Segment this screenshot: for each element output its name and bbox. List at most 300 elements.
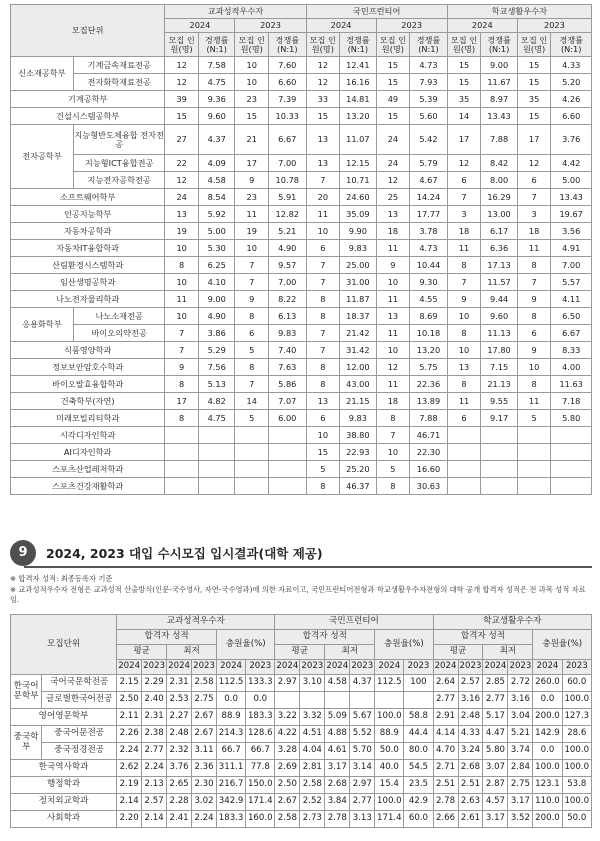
table-row (11, 57, 592, 74)
cell-value: 10 (447, 308, 481, 325)
row-label: 인공지능학부 (11, 206, 165, 223)
cell-value: 3.14 (350, 760, 375, 777)
cell-value: 54.5 (404, 760, 433, 777)
cell-value: 49 (376, 91, 410, 108)
cell-value: 2.30 (192, 777, 217, 794)
cell-value: 9 (235, 172, 269, 189)
cell-value: 214.3 (217, 726, 246, 743)
row-label: 지능전자공학전공 (73, 172, 164, 189)
cell-value: 12.82 (268, 206, 306, 223)
row-label: 행정학과 (11, 777, 117, 794)
cell-value: 28.6 (562, 726, 591, 743)
cell-value (165, 444, 199, 461)
cell-value: 2.63 (458, 794, 483, 811)
year-header: 2024 (306, 19, 376, 33)
cell-value: 2.40 (142, 692, 167, 709)
cell-value: 8 (165, 257, 199, 274)
cell-value: 2.50 (117, 692, 142, 709)
cell-value: 13 (306, 125, 340, 155)
cell-value: 311.1 (217, 760, 246, 777)
cell-value: 5.21 (508, 726, 533, 743)
fill-rate-header: 충원율(%) (217, 630, 275, 660)
cell-value: 19 (235, 223, 269, 240)
cell-value: 10 (306, 427, 340, 444)
row-label: 스포츠건강재활학과 (11, 478, 165, 495)
cell-value: 22.93 (340, 444, 377, 461)
cell-value: 4.37 (350, 675, 375, 692)
row-label: 중국정경전공 (42, 743, 117, 760)
cell-value: 6.25 (198, 257, 235, 274)
cell-value: 17 (235, 155, 269, 172)
year-header: 2024 (433, 660, 458, 675)
cell-value: 200.0 (533, 709, 562, 726)
cell-value: 8.42 (481, 155, 518, 172)
table-row (11, 794, 592, 811)
cell-value (481, 478, 518, 495)
cell-value: 46.37 (340, 478, 377, 495)
cell-value: 2.48 (167, 726, 192, 743)
cell-value: 183.3 (246, 709, 275, 726)
cell-value: 10 (235, 74, 269, 91)
cell-value: 14 (235, 393, 269, 410)
cell-value: 8 (447, 325, 481, 342)
cell-value: 7.56 (198, 359, 235, 376)
cell-value (198, 478, 235, 495)
cell-value: 100.0 (562, 743, 591, 760)
cell-value: 39 (165, 91, 199, 108)
cell-value: 6 (517, 172, 551, 189)
cell-value: 2.31 (142, 709, 167, 726)
cell-value: 7.00 (268, 274, 306, 291)
cell-value: 4.33 (458, 726, 483, 743)
cell-value: 13 (165, 206, 199, 223)
row-label: 지능형반도체융합 전자전공 (73, 125, 164, 155)
min-header: 최저 (325, 645, 375, 660)
cell-value: 22.30 (410, 444, 448, 461)
cell-value (198, 427, 235, 444)
cell-value (235, 444, 269, 461)
row-label: 사회학과 (11, 811, 117, 828)
cell-value: 23 (235, 189, 269, 206)
cell-value: 127.3 (562, 709, 591, 726)
cell-value: 133.3 (246, 675, 275, 692)
cell-value (325, 692, 350, 709)
cell-value (551, 461, 592, 478)
cell-value (447, 444, 481, 461)
cell-value: 13 (376, 206, 410, 223)
cell-value: 2.36 (192, 760, 217, 777)
cell-value: 5.00 (198, 223, 235, 240)
cell-value: 15 (376, 74, 410, 91)
cell-value: 16.60 (410, 461, 448, 478)
cell-value: 2.78 (325, 811, 350, 828)
cell-value: 9.17 (481, 410, 518, 427)
row-label: 소프트웨어학부 (11, 189, 165, 206)
cell-value: 5.70 (350, 743, 375, 760)
cell-value: 2.19 (117, 777, 142, 794)
cell-value (481, 444, 518, 461)
cell-value: 7.18 (551, 393, 592, 410)
cell-value: 13.43 (551, 189, 592, 206)
section-divider (24, 566, 592, 568)
cell-value: 6.36 (481, 240, 518, 257)
cell-value: 3.76 (551, 125, 592, 155)
cell-value: 11 (306, 206, 340, 223)
cell-value: 4.11 (551, 291, 592, 308)
cell-value: 8.54 (198, 189, 235, 206)
cell-value: 58.8 (404, 709, 433, 726)
cell-value (447, 461, 481, 478)
avg-header: 평균 (275, 645, 325, 660)
year-header: 2023 (350, 660, 375, 675)
cell-value: 2.91 (433, 709, 458, 726)
cell-value: 10.78 (268, 172, 306, 189)
cell-value: 8 (447, 376, 481, 393)
cell-value: 2.75 (508, 777, 533, 794)
cell-value: 3.22 (275, 709, 300, 726)
cell-value: 5.79 (410, 155, 448, 172)
cell-value: 2.87 (483, 777, 508, 794)
cell-value: 31.42 (340, 342, 377, 359)
cell-value: 11 (447, 240, 481, 257)
cell-value: 2.38 (142, 726, 167, 743)
cell-value: 3 (517, 206, 551, 223)
cell-value: 2.27 (167, 709, 192, 726)
cell-value: 17 (447, 125, 481, 155)
cell-value: 3.04 (508, 709, 533, 726)
cell-value (300, 692, 325, 709)
unit-header: 모집단위 (11, 5, 165, 57)
cell-value (481, 461, 518, 478)
cell-value: 6 (306, 240, 340, 257)
cell-value: 12 (165, 172, 199, 189)
cell-value: 11 (376, 240, 410, 257)
cell-value: 8 (517, 376, 551, 393)
cell-value: 3.86 (198, 325, 235, 342)
cell-value: 7.00 (268, 155, 306, 172)
cell-value: 6.60 (268, 74, 306, 91)
cell-value: 15 (517, 74, 551, 91)
row-label: 영어영문학부 (11, 709, 117, 726)
cell-value: 24.60 (340, 189, 377, 206)
cell-value: 3.02 (192, 794, 217, 811)
cell-value: 7.07 (268, 393, 306, 410)
table-row (11, 692, 592, 709)
fill-rate-header: 충원율(%) (375, 630, 433, 660)
table-row (11, 206, 592, 223)
cell-value: 2.57 (458, 675, 483, 692)
cell-value (198, 461, 235, 478)
cell-value: 10.33 (268, 108, 306, 125)
cell-value: 2.48 (458, 709, 483, 726)
table-row (11, 257, 592, 274)
cell-value: 2.53 (167, 692, 192, 709)
group-header: 국민프런티어 (275, 615, 433, 630)
cell-value: 2.67 (192, 726, 217, 743)
cell-value: 2.75 (192, 692, 217, 709)
cell-value: 12 (376, 172, 410, 189)
cell-value: 7 (306, 325, 340, 342)
cell-value: 8 (235, 359, 269, 376)
row-label: 바이오의약전공 (73, 325, 164, 342)
cell-value: 112.5 (217, 675, 246, 692)
cell-value: 9.55 (481, 393, 518, 410)
row-label: 나노전자물리학과 (11, 291, 165, 308)
cell-value: 10.18 (410, 325, 448, 342)
cell-value: 100 (404, 675, 433, 692)
cell-value: 3.17 (325, 760, 350, 777)
cell-value: 9.83 (340, 240, 377, 257)
score-header: 합격자 성적 (275, 630, 375, 645)
cell-value: 5.80 (483, 743, 508, 760)
row-label: 자동차공학과 (11, 223, 165, 240)
table-row (11, 478, 592, 495)
cell-value: 342.9 (217, 794, 246, 811)
cell-value: 43.00 (340, 376, 377, 393)
cell-value: 2.58 (275, 811, 300, 828)
cell-value: 16.29 (481, 189, 518, 206)
cell-value: 10 (447, 342, 481, 359)
table-row (11, 777, 592, 794)
cell-value: 2.77 (483, 692, 508, 709)
table-row (11, 359, 592, 376)
cell-value: 24 (376, 155, 410, 172)
cell-value: 5.42 (410, 125, 448, 155)
cell-value: 7 (165, 342, 199, 359)
cell-value: 14 (447, 108, 481, 125)
cell-value (165, 427, 199, 444)
table-row (11, 811, 592, 828)
cell-value: 171.4 (375, 811, 404, 828)
cell-value: 5 (517, 410, 551, 427)
cell-value: 142.9 (533, 726, 562, 743)
cell-value: 7 (376, 427, 410, 444)
cell-value: 60.0 (562, 675, 591, 692)
cell-value: 7 (447, 189, 481, 206)
cell-value: 9.36 (198, 91, 235, 108)
cell-value: 21.13 (481, 376, 518, 393)
avg-header: 평균 (117, 645, 167, 660)
cell-value: 7 (306, 342, 340, 359)
cell-value: 12 (517, 155, 551, 172)
cell-value: 6.67 (551, 325, 592, 342)
cell-value: 2.15 (117, 675, 142, 692)
table-row (11, 155, 592, 172)
table-row (11, 726, 592, 743)
year-header: 2023 (376, 19, 447, 33)
row-label: 글로벌한국어전공 (42, 692, 117, 709)
min-header: 최저 (167, 645, 217, 660)
cell-value: 4.51 (300, 726, 325, 743)
cell-value: 100.0 (375, 709, 404, 726)
cell-value: 23 (235, 91, 269, 108)
table-row (11, 393, 592, 410)
cell-value: 5.92 (198, 206, 235, 223)
table-row (11, 743, 592, 760)
cell-value: 3.32 (300, 709, 325, 726)
cell-value: 24 (165, 189, 199, 206)
table-row (11, 189, 592, 206)
cell-value: 100.0 (562, 760, 591, 777)
cell-value: 9.83 (340, 410, 377, 427)
cell-value: 5.30 (198, 240, 235, 257)
cell-value: 6.60 (551, 108, 592, 125)
cell-value: 2.78 (433, 794, 458, 811)
cell-value: 9 (235, 291, 269, 308)
cell-value (404, 692, 433, 709)
cell-value: 11.57 (481, 274, 518, 291)
min-header: 최저 (483, 645, 533, 660)
cell-value (551, 427, 592, 444)
cell-value (350, 692, 375, 709)
row-label: 한국역사학과 (11, 760, 117, 777)
cell-value: 2.77 (350, 794, 375, 811)
year-header: 2023 (192, 660, 217, 675)
cell-value: 216.7 (217, 777, 246, 794)
cell-value: 12.15 (340, 155, 377, 172)
table-row (11, 325, 592, 342)
cell-value: 5.52 (350, 726, 375, 743)
cell-value: 8.33 (551, 342, 592, 359)
year-header: 2023 (458, 660, 483, 675)
cell-value: 6.17 (481, 223, 518, 240)
cell-value: 11 (517, 393, 551, 410)
cell-value: 2.66 (433, 811, 458, 828)
cell-value: 35.09 (340, 206, 377, 223)
cell-value: 10 (165, 308, 199, 325)
cell-value: 88.9 (217, 709, 246, 726)
cell-value: 17.13 (481, 257, 518, 274)
cell-value: 8.00 (481, 172, 518, 189)
cell-value: 38.80 (340, 427, 377, 444)
cell-value: 53.8 (562, 777, 591, 794)
cell-value: 7.88 (410, 410, 448, 427)
cell-value: 2.71 (433, 760, 458, 777)
row-label: 국어국문학전공 (42, 675, 117, 692)
cell-value: 8 (376, 410, 410, 427)
cell-value: 2.73 (300, 811, 325, 828)
table-row (11, 342, 592, 359)
cell-value: 5 (306, 461, 340, 478)
cell-value: 6 (447, 410, 481, 427)
cell-value (268, 478, 306, 495)
cell-value (517, 478, 551, 495)
year-header: 2024 (325, 660, 350, 675)
cell-value: 260.0 (533, 675, 562, 692)
cell-value: 6 (517, 325, 551, 342)
cell-value: 4.42 (551, 155, 592, 172)
cell-value: 11 (376, 325, 410, 342)
cell-value: 11 (165, 291, 199, 308)
cell-value: 9.60 (198, 108, 235, 125)
cell-value: 66.7 (246, 743, 275, 760)
cell-value: 110.0 (533, 794, 562, 811)
cell-value: 18 (447, 223, 481, 240)
table-row (11, 376, 592, 393)
cell-value: 5.21 (268, 223, 306, 240)
cell-value: 4.88 (325, 726, 350, 743)
cell-value: 112.5 (375, 675, 404, 692)
cell-value: 5.67 (350, 709, 375, 726)
cell-value: 3.10 (300, 675, 325, 692)
cell-value: 5 (235, 342, 269, 359)
cell-value: 4.90 (198, 308, 235, 325)
cell-value: 4.04 (300, 743, 325, 760)
cell-value: 7 (235, 274, 269, 291)
cell-value (198, 444, 235, 461)
cell-value: 6.50 (551, 308, 592, 325)
col-header: 경쟁률 (N:1) (340, 33, 377, 57)
cell-value: 14.81 (340, 91, 377, 108)
cell-value: 4.26 (551, 91, 592, 108)
cell-value: 8 (306, 308, 340, 325)
cell-value (447, 478, 481, 495)
cell-value: 21.15 (340, 393, 377, 410)
table-row (11, 461, 592, 478)
cell-value (481, 427, 518, 444)
cell-value: 11 (235, 206, 269, 223)
year-header: 2024 (447, 19, 517, 33)
col-header: 경쟁률 (N:1) (268, 33, 306, 57)
cell-value: 5.80 (551, 410, 592, 427)
group-header: 학교생활우수자 (447, 5, 591, 19)
cell-value: 8.22 (268, 291, 306, 308)
cell-value: 2.69 (275, 760, 300, 777)
cell-value: 7 (517, 189, 551, 206)
row-label: 산림환경시스템학과 (11, 257, 165, 274)
cell-value: 2.14 (117, 794, 142, 811)
cell-value: 2.32 (167, 743, 192, 760)
cell-value: 5.09 (325, 709, 350, 726)
cell-value: 9 (517, 291, 551, 308)
cell-value: 10.44 (410, 257, 448, 274)
cell-value: 5.60 (410, 108, 448, 125)
cell-value: 7 (235, 257, 269, 274)
row-label: 건설시스템공학부 (11, 108, 165, 125)
cell-value: 27 (165, 125, 199, 155)
cell-value: 13 (447, 359, 481, 376)
year-header: 2024 (165, 19, 235, 33)
row-label: 전자화학재료전공 (73, 74, 164, 91)
cell-value: 11.07 (340, 125, 377, 155)
cell-value (551, 478, 592, 495)
cell-value: 4.70 (433, 743, 458, 760)
cell-value: 35 (517, 91, 551, 108)
cell-value: 11.67 (481, 74, 518, 91)
year-header: 2024 (533, 660, 562, 675)
row-label: 자동차IT융합학과 (11, 240, 165, 257)
col-header: 경쟁률 (N:1) (551, 33, 592, 57)
cell-value: 10.71 (340, 172, 377, 189)
cell-value: 11.87 (340, 291, 377, 308)
cell-value: 8 (447, 257, 481, 274)
cell-value: 171.4 (246, 794, 275, 811)
cell-value: 8.69 (410, 308, 448, 325)
year-header: 2023 (404, 660, 433, 675)
cell-value: 5 (376, 461, 410, 478)
cell-value (268, 427, 306, 444)
row-label: 나노소재전공 (73, 308, 164, 325)
cell-value: 10 (165, 240, 199, 257)
cell-value: 2.85 (483, 675, 508, 692)
cell-value: 2.31 (167, 675, 192, 692)
section-title: 2024, 2023 대입 수시모집 입시결과(대학 제공) (46, 546, 323, 561)
cell-value: 183.3 (217, 811, 246, 828)
year-header: 2024 (483, 660, 508, 675)
cell-value: 8 (517, 308, 551, 325)
cell-value: 3.84 (325, 794, 350, 811)
cell-value: 160.0 (246, 811, 275, 828)
